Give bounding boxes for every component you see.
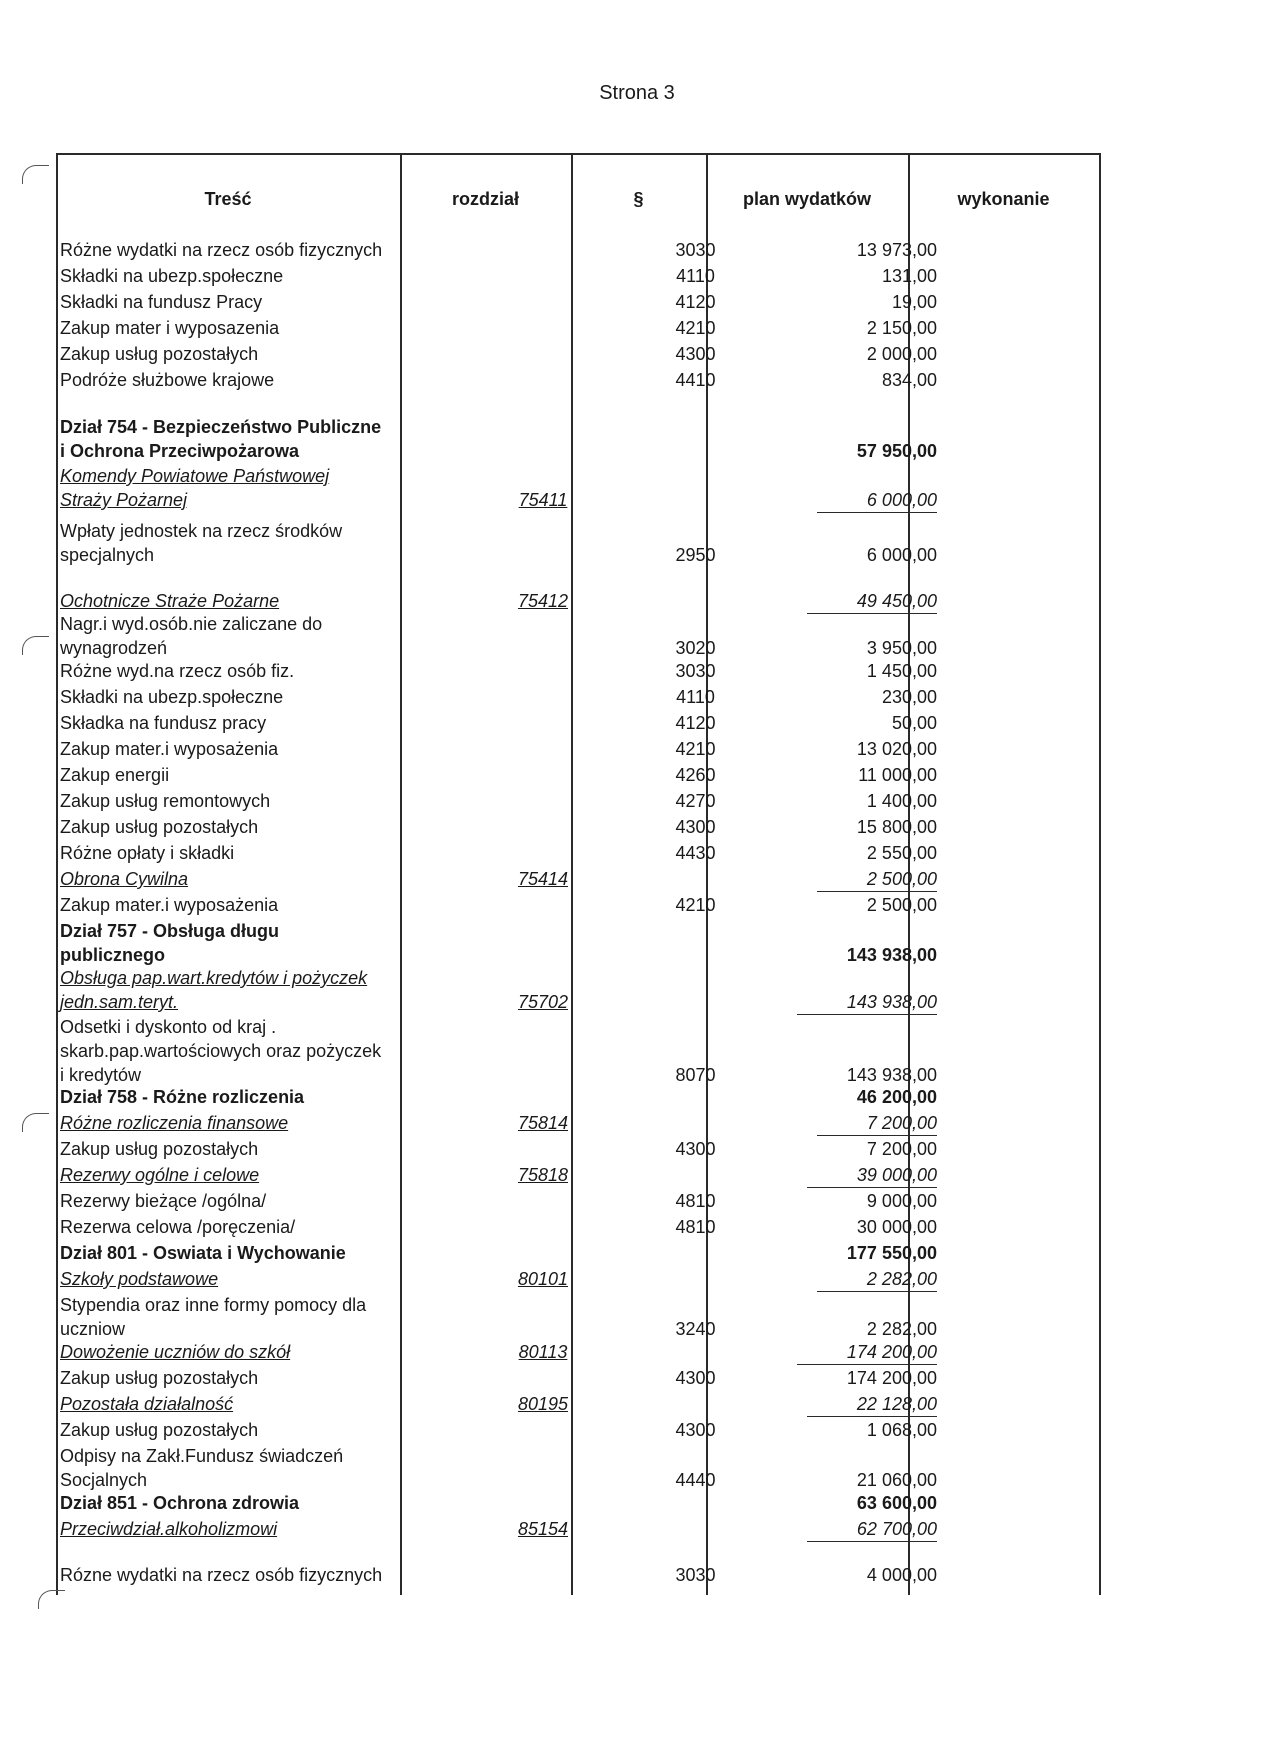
row-description [60, 789, 455, 813]
row-description-line: Stypendia oraz inne formy pomocy dla [60, 1295, 367, 1315]
row-plan-cell [764, 789, 937, 813]
table-row [56, 893, 1101, 917]
row-description-line: Wpłaty jednostek na rzecz środków [60, 521, 343, 541]
budget-table [56, 153, 1101, 1595]
row-plan-value: 2 000,00 [866, 344, 937, 364]
row-plan-value: 11 000,00 [858, 765, 937, 785]
row-plan-cell [764, 943, 937, 967]
row-rozdzial: 75412 [517, 591, 569, 611]
row-paragraf: 4260 [675, 765, 716, 785]
row-plan-cell [764, 342, 937, 366]
row-plan-value: 22 128,00 [807, 1392, 937, 1417]
table-row [56, 612, 1101, 660]
row-description-line: Socjalnych [60, 1470, 148, 1490]
table-row [56, 711, 1101, 735]
row-paragraf: 4210 [675, 739, 716, 759]
row-plan-value: 2 282,00 [866, 1319, 937, 1339]
row-plan-value: 49 450,00 [807, 589, 937, 614]
row-description-line: Straży Pożarnej [60, 490, 188, 510]
row-plan-cell [764, 1189, 937, 1213]
row-description-line: Nagr.i wyd.osób.nie zaliczane do [60, 614, 323, 634]
row-paragraf: 4440 [675, 1470, 716, 1490]
row-description [60, 1491, 455, 1515]
page-header: Strona 3 [599, 82, 675, 104]
row-plan-cell [764, 1563, 937, 1587]
row-description-line: Obsługa pap.wart.kredytów i pożyczek [60, 968, 368, 988]
row-plan-cell [764, 1085, 937, 1109]
row-paragraf: 3030 [675, 1565, 716, 1585]
row-plan-cell [764, 815, 937, 839]
row-description [60, 1267, 455, 1291]
row-description [60, 815, 455, 839]
row-plan-value: 834,00 [881, 370, 937, 390]
row-description-line: Różne wyd.na rzecz osób fiz. [60, 661, 295, 681]
row-description-line: Ochotnicze Straże Pożarne [60, 591, 280, 611]
row-paragraf: 4300 [675, 1368, 716, 1388]
row-description [60, 966, 455, 1014]
row-paragraf: 4810 [675, 1191, 716, 1211]
row-plan-value: 21 060,00 [856, 1470, 937, 1490]
row-plan-cell [764, 589, 937, 614]
row-paragraf: 4120 [675, 292, 716, 312]
row-plan-cell [764, 1111, 937, 1136]
row-description-line: Rezerwy ogólne i celowe [60, 1165, 260, 1185]
scan-margin-mark [22, 1113, 49, 1132]
row-paragraf: 4270 [675, 791, 716, 811]
row-plan-value: 131,00 [881, 266, 937, 286]
row-rozdzial: 80113 [518, 1342, 568, 1362]
row-plan-value: 15 800,00 [856, 817, 937, 837]
table-row [56, 919, 1101, 967]
row-paragraf: 4430 [675, 843, 716, 863]
row-plan-value: 4 000,00 [866, 1565, 937, 1585]
table-row [56, 1392, 1101, 1416]
row-plan-cell [764, 1468, 937, 1492]
header-wykonanie: wykonanie [957, 189, 1050, 209]
row-description-line: Zakup usług pozostałych [60, 817, 259, 837]
row-plan-value: 174 200,00 [797, 1340, 937, 1365]
row-description-line: Szkoły podstawowe [60, 1269, 219, 1289]
row-description [60, 1517, 455, 1541]
row-plan-value: 13 020,00 [856, 739, 937, 759]
row-description [60, 1293, 455, 1341]
row-description [60, 519, 455, 567]
row-rozdzial: 75814 [517, 1113, 569, 1133]
row-plan-cell [764, 1215, 937, 1239]
row-plan-cell [764, 316, 937, 340]
row-paragraf: 4410 [675, 370, 716, 390]
row-description-line: i kredytów [60, 1065, 142, 1085]
row-description-line: Zakup energii [60, 765, 170, 785]
row-description [60, 1392, 455, 1416]
row-plan-value: 1 400,00 [866, 791, 937, 811]
row-description [60, 1189, 455, 1213]
row-plan-cell [764, 1366, 937, 1390]
row-plan-cell [764, 439, 937, 463]
table-row [56, 966, 1101, 1014]
header-paragraf: § [633, 189, 644, 209]
row-description-line: Dowożenie uczniów do szkół [60, 1342, 291, 1362]
row-plan-value: 3 950,00 [866, 638, 937, 658]
row-plan-value: 2 550,00 [866, 843, 937, 863]
row-description [60, 841, 455, 865]
row-paragraf: 4210 [675, 318, 716, 338]
row-plan-cell [764, 1491, 937, 1515]
row-plan-cell [764, 1517, 937, 1542]
row-description [60, 893, 455, 917]
row-description-line: Składka na fundusz pracy [60, 713, 267, 733]
row-description [60, 659, 455, 683]
row-description-line: Odsetki i dyskonto od kraj . [60, 1017, 277, 1037]
table-row [56, 1215, 1101, 1239]
row-plan-cell [764, 893, 937, 917]
table-row [56, 867, 1101, 891]
row-description-line: Obrona Cywilna [60, 869, 189, 889]
row-description [60, 342, 455, 366]
row-description-line: Dział 851 - Ochrona zdrowia [60, 1493, 300, 1513]
row-description [60, 763, 455, 787]
table-row [56, 368, 1101, 392]
row-plan-value: 13 973,00 [856, 240, 937, 260]
table-row [56, 737, 1101, 761]
row-description-line: Zakup usług pozostałych [60, 344, 259, 364]
row-paragraf: 3030 [675, 240, 716, 260]
table-row [56, 1491, 1101, 1515]
row-description-line: Zakup mater i wyposazenia [60, 318, 280, 338]
table-row [56, 1111, 1101, 1135]
row-description-line: Zakup usług pozostałych [60, 1420, 259, 1440]
row-plan-value: 50,00 [891, 713, 937, 733]
row-plan-value: 230,00 [881, 687, 937, 707]
row-description [60, 238, 455, 262]
row-description [60, 867, 455, 891]
header-plan: plan wydatków [742, 189, 872, 209]
row-description [60, 1215, 455, 1239]
row-description [60, 1418, 455, 1442]
row-plan-value: 57 950,00 [856, 441, 937, 461]
row-description [60, 1137, 455, 1161]
row-paragraf: 3020 [675, 638, 716, 658]
row-description-line: Pozostała działalność [60, 1394, 234, 1414]
row-description-line: Składki na ubezp.społeczne [60, 266, 284, 286]
row-description [60, 1241, 455, 1265]
row-description [60, 1444, 455, 1492]
row-plan-cell [764, 1267, 937, 1292]
row-description [60, 316, 455, 340]
row-description [60, 1340, 455, 1364]
row-description [60, 415, 455, 463]
row-description [60, 1163, 455, 1187]
row-plan-value: 63 600,00 [856, 1493, 937, 1513]
row-plan-cell [764, 737, 937, 761]
row-paragraf: 4300 [675, 1420, 716, 1440]
row-plan-value: 1 450,00 [866, 661, 937, 681]
row-description-line: wynagrodzeń [60, 638, 168, 658]
row-description [60, 685, 455, 709]
row-plan-value: 19,00 [891, 292, 937, 312]
row-description-line: i Ochrona Przeciwpożarowa [60, 441, 300, 461]
header-rozdzial: rozdział [451, 189, 519, 209]
row-plan-value: 30 000,00 [856, 1217, 937, 1237]
row-description-line: Rezerwy bieżące /ogólna/ [60, 1191, 267, 1211]
row-rozdzial: 75411 [518, 490, 568, 510]
row-plan-value: 7 200,00 [817, 1111, 937, 1136]
row-plan-value: 143 938,00 [846, 945, 937, 965]
row-description-line: specjalnych [60, 545, 155, 565]
row-description [60, 612, 455, 660]
row-rozdzial: 85154 [517, 1519, 569, 1539]
row-description-line: Zakup mater.i wyposażenia [60, 739, 279, 759]
table-row [56, 1444, 1101, 1492]
table-row [56, 789, 1101, 813]
row-plan-value: 7 200,00 [866, 1139, 937, 1159]
row-rozdzial: 80195 [517, 1394, 569, 1414]
table-top-border [56, 153, 1101, 155]
row-plan-value: 6 000,00 [866, 545, 937, 565]
row-paragraf: 3030 [675, 661, 716, 681]
table-row [56, 519, 1101, 567]
scan-margin-mark [22, 636, 49, 655]
table-row [56, 316, 1101, 340]
row-description-line: Różne wydatki na rzecz osób fizycznych [60, 240, 383, 260]
row-description [60, 1111, 455, 1135]
row-description [60, 589, 455, 613]
row-plan-value: 143 938,00 [797, 990, 937, 1015]
row-description [60, 264, 455, 288]
row-description-line: Zakup usług remontowych [60, 791, 271, 811]
row-plan-value: 62 700,00 [807, 1517, 937, 1542]
row-description-line: Podróże służbowe krajowe [60, 370, 275, 390]
row-description-line: uczniow [60, 1319, 126, 1339]
table-row [56, 685, 1101, 709]
row-plan-cell [764, 488, 937, 513]
row-plan-cell [764, 543, 937, 567]
row-rozdzial: 75818 [517, 1165, 569, 1185]
row-plan-value: 46 200,00 [856, 1087, 937, 1107]
table-row [56, 841, 1101, 865]
row-plan-cell [764, 290, 937, 314]
table-row [56, 1267, 1101, 1291]
row-description [60, 368, 455, 392]
row-plan-cell [764, 1137, 937, 1161]
row-plan-cell [764, 264, 937, 288]
row-plan-value: 1 068,00 [866, 1420, 937, 1440]
scan-margin-mark [38, 1590, 65, 1609]
row-plan-cell [764, 867, 937, 892]
row-description [60, 1015, 455, 1087]
row-description [60, 711, 455, 735]
row-description-line: Komendy Powiatowe Państwowej [60, 466, 330, 486]
row-plan-cell [764, 636, 937, 660]
row-plan-cell [764, 1063, 937, 1087]
row-description-line: Dział 757 - Obsługa długu [60, 921, 280, 941]
table-row [56, 1517, 1101, 1541]
row-description-line: Rezerwa celowa /poręczenia/ [60, 1217, 296, 1237]
row-description-line: Dział 754 - Bezpieczeństwo Publiczne [60, 417, 382, 437]
row-description [60, 919, 455, 967]
table-row [56, 342, 1101, 366]
row-description [60, 737, 455, 761]
row-plan-value: 9 000,00 [866, 1191, 937, 1211]
row-plan-cell [764, 685, 937, 709]
row-paragraf: 4300 [675, 344, 716, 364]
table-row [56, 238, 1101, 262]
row-description-line: Składki na fundusz Pracy [60, 292, 263, 312]
table-row [56, 464, 1101, 512]
table-row [56, 659, 1101, 683]
row-plan-cell [764, 1317, 937, 1341]
row-paragraf: 4300 [675, 817, 716, 837]
row-plan-cell [764, 841, 937, 865]
table-row [56, 589, 1101, 613]
row-plan-value: 2 282,00 [817, 1267, 937, 1292]
row-plan-value: 2 500,00 [817, 867, 937, 892]
row-plan-value: 39 000,00 [807, 1163, 937, 1188]
row-description-line: Składki na ubezp.społeczne [60, 687, 284, 707]
table-row [56, 1015, 1101, 1087]
table-row [56, 1241, 1101, 1265]
row-plan-value: 143 938,00 [846, 1065, 937, 1085]
row-description-line: Odpisy na Zakł.Fundusz świadczeń [60, 1446, 344, 1466]
header-tresc: Treść [204, 189, 252, 209]
table-row [56, 1366, 1101, 1390]
table-row [56, 1293, 1101, 1341]
row-description [60, 464, 455, 512]
row-description-line: Dział 801 - Oswiata i Wychowanie [60, 1243, 346, 1263]
row-plan-value: 2 150,00 [866, 318, 937, 338]
row-description-line: Przeciwdział.alkoholizmowi [60, 1519, 278, 1539]
table-row [56, 1340, 1101, 1364]
row-description [60, 1085, 455, 1109]
table-row [56, 1418, 1101, 1442]
row-plan-value: 177 550,00 [846, 1243, 937, 1263]
table-row [56, 415, 1101, 463]
row-paragraf: 4110 [676, 687, 715, 707]
row-description-line: Zakup usług pozostałych [60, 1139, 259, 1159]
row-description [60, 1563, 455, 1587]
table-row [56, 1189, 1101, 1213]
row-paragraf: 4810 [675, 1217, 716, 1237]
row-plan-cell [764, 711, 937, 735]
row-plan-cell [764, 659, 937, 683]
row-description-line: Rózne wydatki na rzecz osób fizycznych [60, 1565, 383, 1585]
row-paragraf: 8070 [675, 1065, 716, 1085]
row-paragraf: 4210 [675, 895, 716, 915]
table-row [56, 1563, 1101, 1587]
row-plan-value: 6 000,00 [817, 488, 937, 513]
row-description-line: jedn.sam.teryt. [60, 992, 179, 1012]
row-rozdzial: 75702 [517, 992, 569, 1012]
row-plan-cell [764, 990, 937, 1015]
row-plan-cell [764, 368, 937, 392]
table-row [56, 1137, 1101, 1161]
row-plan-cell [764, 1418, 937, 1442]
row-rozdzial: 80101 [517, 1269, 569, 1289]
row-description-line: Różne rozliczenia finansowe [60, 1113, 289, 1133]
scan-margin-mark [22, 165, 49, 184]
row-plan-cell [764, 763, 937, 787]
table-row [56, 290, 1101, 314]
row-paragraf: 2950 [675, 545, 716, 565]
row-description [60, 290, 455, 314]
row-plan-cell [764, 1163, 937, 1188]
row-paragraf: 3240 [675, 1319, 716, 1339]
row-plan-cell [764, 1392, 937, 1417]
table-row [56, 1163, 1101, 1187]
row-paragraf: 4110 [676, 266, 715, 286]
row-paragraf: 4120 [675, 713, 716, 733]
row-plan-cell [764, 238, 937, 262]
row-description-line: skarb.pap.wartościowych oraz pożyczek [60, 1041, 382, 1061]
row-plan-cell [764, 1340, 937, 1365]
row-plan-value: 2 500,00 [866, 895, 937, 915]
row-rozdzial: 75414 [517, 869, 569, 889]
row-description-line: Zakup usług pozostałych [60, 1368, 259, 1388]
table-row [56, 264, 1101, 288]
row-description-line: publicznego [60, 945, 165, 965]
row-paragraf: 4300 [675, 1139, 716, 1159]
row-description-line: Zakup mater.i wyposażenia [60, 895, 279, 915]
table-row [56, 1085, 1101, 1109]
table-row [56, 763, 1101, 787]
table-row [56, 815, 1101, 839]
row-plan-cell [764, 1241, 937, 1265]
row-description-line: Dział 758 - Różne rozliczenia [60, 1087, 305, 1107]
row-description [60, 1366, 455, 1390]
row-plan-value: 174 200,00 [846, 1368, 937, 1388]
row-description-line: Różne opłaty i składki [60, 843, 235, 863]
